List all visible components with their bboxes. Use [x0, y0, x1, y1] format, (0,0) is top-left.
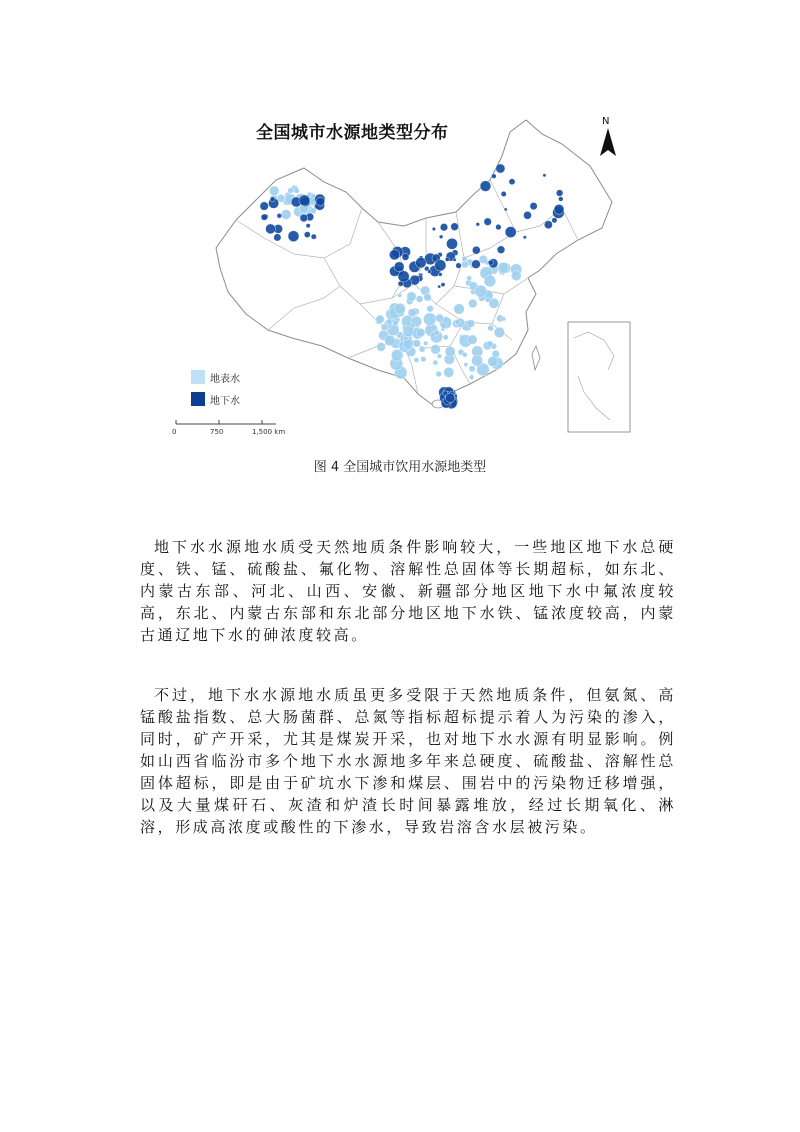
- surface-water-dot: [488, 325, 494, 331]
- surface-water-dot: [419, 346, 425, 352]
- groundwater-dot: [497, 246, 505, 254]
- paragraph-groundwater-geology: 地下水水源地水质受天然地质条件影响较大，一些地区地下水总硬度、铁、锰、硫酸盐、氟化物、溶解性总固体等长期超标，如东北、内蒙古东部、河北、山西、安徽、新疆部分地区地下水中氟浓度较高，东北、内蒙古东部和东北部分地区地下水铁、锰浓度较高，内蒙古通辽地下水的砷浓度较高。: [140, 538, 676, 644]
- surface-water-dot: [455, 319, 460, 324]
- groundwater-dot: [505, 227, 516, 238]
- surface-water-dot: [376, 315, 384, 323]
- surface-water-dot: [494, 327, 505, 338]
- groundwater-dot: [402, 254, 409, 261]
- surface-water-dot: [391, 349, 403, 361]
- groundwater-dot: [496, 224, 502, 230]
- groundwater-dot: [480, 181, 491, 192]
- surface-water-dot: [423, 313, 436, 326]
- surface-water-dot: [398, 293, 402, 297]
- figure-caption: 图 4 全国城市饮用水源地类型: [313, 460, 487, 475]
- surface-water-dot: [488, 356, 498, 366]
- groundwater-dot: [439, 235, 443, 239]
- groundwater-dot: [524, 211, 532, 219]
- map-figure: [164, 108, 634, 444]
- groundwater-dot: [432, 227, 436, 231]
- groundwater-dot: [552, 218, 557, 223]
- groundwater-dot: [484, 218, 492, 226]
- surface-water-dot: [502, 317, 506, 321]
- surface-water-dot: [269, 186, 279, 196]
- surface-water-dot: [475, 285, 487, 297]
- surface-water-dot: [511, 271, 521, 281]
- groundwater-dot: [311, 234, 316, 239]
- groundwater-dot: [492, 174, 497, 179]
- groundwater-dot: [472, 246, 480, 254]
- surface-water-dot: [423, 341, 428, 346]
- surface-water-dot: [468, 299, 477, 308]
- surface-water-dot: [294, 188, 299, 193]
- groundwater-dot: [530, 202, 537, 209]
- surface-water-dot: [472, 355, 483, 366]
- groundwater-dot: [260, 202, 269, 211]
- groundwater-dot: [266, 224, 276, 234]
- legend-label-ground: 地下水: [210, 396, 240, 407]
- groundwater-dot: [445, 393, 455, 403]
- groundwater-dot: [435, 260, 446, 271]
- surface-water-dot: [454, 304, 465, 315]
- north-arrow-icon: [600, 128, 616, 156]
- groundwater-dot: [476, 222, 480, 226]
- surface-water-dot: [467, 276, 472, 281]
- legend-swatch-surface: [191, 370, 205, 384]
- surface-water-dot: [413, 340, 421, 348]
- surface-water-dot: [416, 296, 423, 303]
- surface-water-dot: [377, 342, 386, 351]
- groundwater-dot: [394, 262, 404, 272]
- groundwater-dot: [453, 258, 456, 261]
- surface-water-dot: [498, 262, 509, 273]
- groundwater-dot: [277, 213, 282, 218]
- groundwater-dot: [270, 197, 275, 202]
- groundwater-dot: [496, 164, 505, 173]
- paragraph-human-pollution: 不过，地下水水源地水质虽更多受限于天然地质条件，但氨氮、高锰酸盐指数、总大肠菌群、总氮等指标超标提示着人为污染的渗入，同时，矿产开采，尤其是煤炭开采，也对地下水水源有明显影响。例如山西省临汾市多个地下水水源地多年来总硬度、硫酸盐、溶解性总固体超标，即是由于矿坑水下渗和煤层、围岩中的污染物迁移增强，以及大量煤矸石、灰渣和炉渣长时间暴露堆放，经过长期氧化、淋溶，形成高浓度或酸性的下渗水，导致岩溶含水层被污染。: [140, 686, 676, 836]
- surface-water-dot: [461, 261, 468, 268]
- surface-water-dot: [408, 309, 416, 317]
- surface-water-dot: [467, 320, 475, 328]
- groundwater-dot: [451, 223, 459, 231]
- groundwater-dot: [428, 270, 432, 274]
- south-sea-inset: [568, 322, 630, 432]
- groundwater-dot: [456, 263, 462, 269]
- surface-water-dot: [484, 275, 496, 287]
- surface-water-dot: [414, 357, 419, 362]
- scale-bar: [176, 420, 276, 424]
- legend-label-surface: 地表水: [210, 374, 240, 385]
- surface-water-dot: [444, 367, 454, 377]
- surface-water-dot: [393, 320, 398, 325]
- groundwater-dot: [445, 257, 449, 261]
- surface-water-dot: [436, 314, 444, 322]
- surface-water-dot: [437, 354, 442, 359]
- surface-water-dot: [433, 360, 438, 365]
- groundwater-dot: [274, 234, 281, 241]
- groundwater-dot: [439, 273, 443, 277]
- surface-water-dot: [485, 298, 490, 303]
- groundwater-dot: [306, 224, 310, 228]
- surface-water-dot: [395, 303, 406, 314]
- surface-water-dot: [416, 328, 425, 337]
- groundwater-dot: [416, 257, 427, 268]
- surface-water-dot: [441, 323, 447, 329]
- groundwater-dot: [299, 195, 310, 206]
- groundwater-dot: [488, 260, 493, 265]
- surface-water-dot: [386, 319, 392, 325]
- surface-water-dot: [431, 344, 441, 354]
- scale-tick-0: 0: [172, 428, 177, 436]
- groundwater-dot: [556, 190, 563, 197]
- surface-water-dot: [487, 341, 493, 347]
- surface-water-dot: [443, 335, 448, 340]
- north-label: N: [602, 116, 610, 127]
- groundwater-dot: [504, 208, 507, 211]
- groundwater-dot: [300, 214, 308, 222]
- groundwater-dot: [261, 214, 267, 220]
- surface-water-dot: [479, 255, 487, 263]
- groundwater-dot: [472, 260, 481, 269]
- groundwater-dot: [304, 232, 310, 238]
- surface-water-dot: [381, 324, 388, 331]
- surface-water-dot: [462, 352, 467, 357]
- legend-swatch-ground: [191, 392, 205, 406]
- scale-tick-750: 750: [210, 428, 224, 436]
- groundwater-dot: [398, 271, 409, 282]
- groundwater-dot: [543, 174, 546, 177]
- groundwater-dot: [509, 179, 515, 185]
- surface-water-dot: [445, 346, 455, 356]
- surface-water-dot: [434, 330, 439, 335]
- surface-water-dot: [436, 371, 442, 377]
- groundwater-dot: [389, 250, 399, 260]
- surface-water-dot: [469, 366, 475, 372]
- groundwater-dot: [501, 191, 506, 196]
- surface-water-dot: [427, 305, 434, 312]
- surface-water-dot: [469, 375, 474, 380]
- groundwater-dot: [544, 221, 552, 229]
- surface-water-dot: [384, 335, 395, 346]
- groundwater-dot: [554, 204, 564, 214]
- taiwan-island: [532, 346, 540, 370]
- surface-water-dot: [403, 339, 413, 349]
- scale-tick-1500: 1,500 km: [252, 428, 286, 436]
- map-title: 全国城市水源地类型分布: [256, 123, 449, 143]
- surface-water-dot: [403, 326, 414, 337]
- surface-water-dot: [281, 210, 291, 220]
- groundwater-dot: [288, 231, 299, 242]
- groundwater-dot: [446, 238, 457, 249]
- groundwater-dot: [558, 197, 563, 202]
- surface-water-dot: [424, 293, 432, 301]
- surface-water-dot: [464, 363, 468, 367]
- groundwater-dot: [438, 285, 441, 288]
- groundwater-dot: [440, 223, 448, 231]
- surface-water-dot: [421, 356, 427, 362]
- surface-water-dot: [468, 335, 477, 344]
- groundwater-dot: [441, 283, 445, 287]
- surface-water-dot: [407, 292, 416, 301]
- groundwater-dot: [523, 236, 526, 239]
- groundwater-dot: [316, 197, 325, 206]
